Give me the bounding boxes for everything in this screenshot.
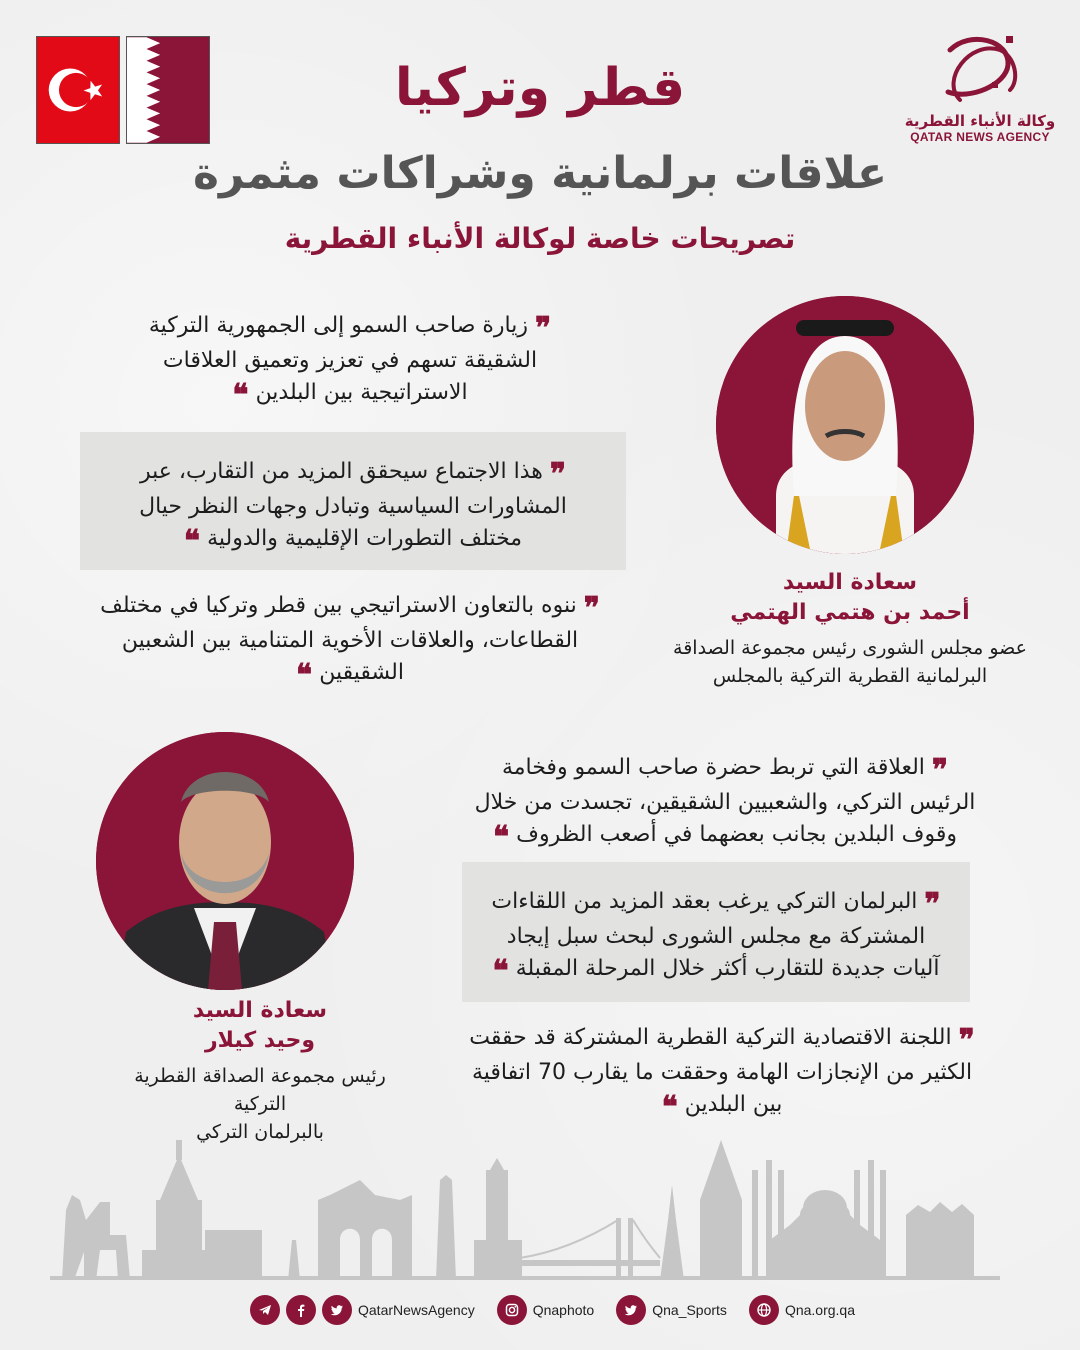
quote-close-icon: ❝ — [296, 658, 313, 693]
qatar-flag — [126, 36, 210, 144]
person-role-line-2: البرلمانية القطرية التركية بالمجلس — [712, 665, 988, 687]
quote-1-2 — [80, 432, 626, 570]
page-tagline: تصريحات خاصة لوكالة الأنباء القطرية — [284, 222, 796, 255]
quote-2-1 — [470, 752, 980, 855]
quote-open-icon: ❞ — [958, 1023, 975, 1058]
istanbul-skyline-illustration — [0, 1140, 1080, 1290]
social-handle[interactable]: QatarNewsAgency — [358, 1302, 475, 1318]
quote-text: ننوه بالتعاون الاستراتيجي بين قطر وتركيا في مختلف القطاعات، والعلاقات الأخوية المتنامية بين الشعبين الشقيقين — [100, 593, 579, 685]
twitter-icon[interactable] — [616, 1295, 646, 1325]
person-role-line-1: رئيس مجموعة الصداقة القطرية التركية — [134, 1065, 386, 1115]
social-handle[interactable]: Qna.org.qa — [784, 1302, 855, 1318]
quote-2-2 — [462, 862, 970, 1002]
person-1-info — [640, 568, 1060, 690]
person-2-info — [110, 996, 410, 1146]
person-role-line-1: عضو مجلس الشورى رئيس مجموعة الصداقة — [673, 637, 1027, 659]
globe-icon[interactable] — [749, 1295, 779, 1325]
logo-name-en: QATAR NEWS AGENCY — [910, 130, 1050, 144]
quote-1-1 — [130, 308, 570, 413]
social-handle[interactable]: Qna_Sports — [652, 1302, 727, 1318]
instagram-icon[interactable] — [497, 1295, 527, 1325]
turkey-flag — [36, 36, 120, 144]
quote-2-3 — [464, 1022, 980, 1125]
portrait-vahit-kiler — [96, 732, 354, 990]
quote-open-icon: ❞ — [583, 591, 600, 626]
footer-social-bar — [250, 1290, 871, 1330]
facebook-icon[interactable] — [286, 1295, 316, 1325]
quote-text: العلاقة التي تربط حضرة صاحب السمو وفخامة الرئيس التركي، والشعبيين الشقيقين، تجسدت من خلال وقوف البلدين بجانب بعضهما في أصعب الظروف — [474, 755, 976, 847]
quote-close-icon: ❝ — [492, 820, 510, 855]
quote-open-icon: ❞ — [534, 311, 552, 346]
page-title: قطر وتركيا — [394, 58, 686, 118]
quote-close-icon: ❝ — [492, 954, 509, 989]
telegram-icon[interactable] — [250, 1295, 280, 1325]
qna-logo — [900, 30, 1060, 160]
quote-close-icon: ❝ — [183, 524, 201, 559]
quote-1-3 — [100, 590, 600, 693]
quote-text: البرلمان التركي يرغب بعقد المزيد من اللقاءات المشتركة مع مجلس الشورى لبحث سبل إيجاد آليات جديدة للتقارب أكثر خلال المرحلة المقبلة — [491, 889, 940, 981]
logo-name-ar: وكالة الأنباء القطرية — [904, 112, 1056, 130]
portrait-ahmed-al-hitmi — [716, 296, 974, 554]
person-honorific: سعادة السيد — [782, 570, 918, 595]
social-group-qnaphoto[interactable] — [497, 1295, 595, 1325]
social-group-website[interactable] — [749, 1295, 855, 1325]
quote-open-icon: ❞ — [549, 457, 567, 492]
quote-text: هذا الاجتماع سيحقق المزيد من التقارب، عبر المشاورات السياسية وتبادل وجهات النظر حيال مختلف التطورات الإقليمية والدولية — [139, 459, 567, 551]
quote-open-icon: ❞ — [924, 887, 941, 922]
quote-text: زيارة صاحب السمو إلى الجمهورية التركية الشقيقة تسهم في تعزيز وتعميق العلاقات الاستراتيجية بين البلدين — [148, 313, 538, 405]
twitter-icon[interactable] — [322, 1295, 352, 1325]
person-name: أحمد بن هتمي الهتمي — [730, 600, 970, 625]
social-group-qna-sports[interactable] — [616, 1295, 727, 1325]
quote-close-icon: ❝ — [661, 1090, 678, 1125]
page-subtitle: علاقات برلمانية وشراكات مثمرة — [192, 148, 887, 199]
person-name: وحيد كيلار — [204, 1028, 316, 1053]
quote-text: اللجنة الاقتصادية التركية القطرية المشتركة قد حققت الكثير من الإنجازات الهامة وحققت ما يقارب 70 اتفاقية بين البلدين — [469, 1025, 973, 1117]
social-handle[interactable]: Qnaphoto — [532, 1302, 595, 1318]
quote-open-icon: ❞ — [931, 753, 949, 788]
social-group-qatarnewsagency[interactable] — [250, 1295, 475, 1325]
person-role-line-2: بالبرلمان التركي — [196, 1121, 324, 1143]
quote-close-icon: ❝ — [232, 378, 249, 413]
person-honorific: سعادة السيد — [192, 998, 328, 1023]
qna-emblem-icon — [930, 30, 1030, 110]
